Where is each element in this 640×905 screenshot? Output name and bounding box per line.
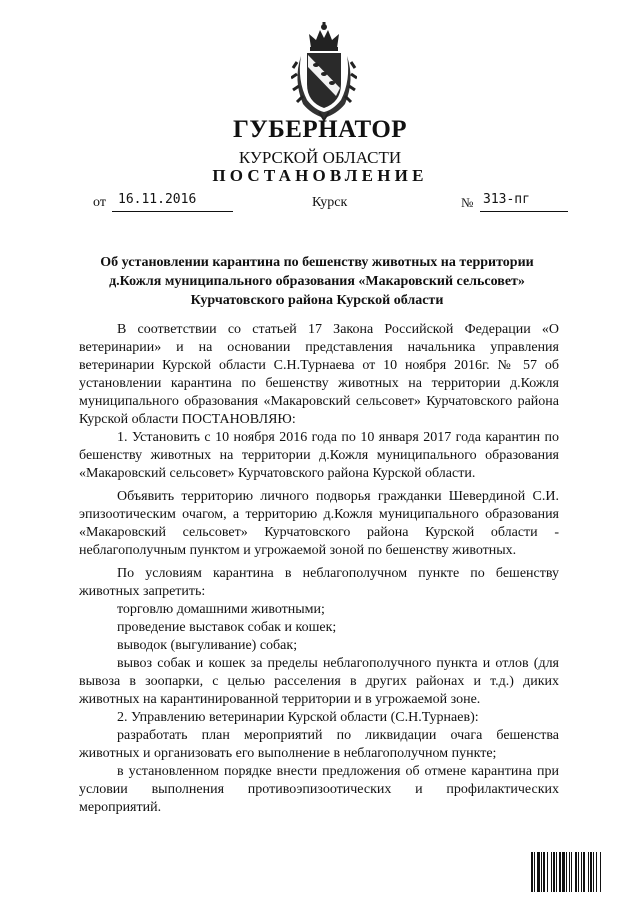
preamble-paragraph: В соответствии со статьей 17 Закона Российской Федерации «О ветеринарии» и на основании представления начальника управления ветеринарии Курской области С.Н.Турнаева от 10 ноября 2016г. № 57 об установлении карантина по бешенству животных на территории д.Кожля муниципального образования «Макаровский сельсовет» Курчатовского района Курской области ПОСТАНОВЛЯЮ:: [79, 322, 559, 427]
date-label: от: [93, 195, 106, 210]
document-subject: Об установлении карантина по бешенству животных на территории д.Кожля муниципального образования «Макаровский сельсовет» Курчатовского района Курской области: [100, 255, 534, 308]
document-type: ПОСТАНОВЛЕНИЕ: [212, 166, 428, 185]
prohibition-item: вывоз собак и кошек за пределы неблагополучного пункта и отлов (для вывоза в зоопарки, с целью расселения в других районах и т.д.) диких животных на карантинированной территории и в угрожаемой зоне.: [79, 656, 559, 707]
governor-title: ГУБЕРНАТОР: [232, 116, 408, 143]
document-meta-row: [0, 192, 640, 217]
coat-of-arms-icon: [291, 22, 357, 122]
date-underline: [112, 211, 233, 212]
item-1-paragraph: 1. Установить с 10 ноября 2016 года по 10 января 2017 года карантин по бешенству животных на территории д.Кожля муниципального образования «Макаровский сельсовет» Курчатовского района Курской области.: [79, 430, 559, 481]
prohibition-item: проведение выставок собак и кошек;: [117, 620, 337, 635]
item-2-task: в установленном порядке внести предложения об отмене карантина при условии выполнения противоэпизоотических и профилактических мероприятий.: [79, 764, 559, 815]
item-2-paragraph: 2. Управлению ветеринарии Курской области (С.Н.Турнаев):: [117, 710, 479, 725]
document-date: 16.11.2016: [118, 192, 197, 207]
declaration-paragraph: Объявить территорию личного подворья гражданки Шевердиной С.И. эпизоотическим очагом, а территорию д.Кожля муниципального образования «Макаровский сельсовет» Курчатовского района Курской области - неблагополучным пунктом и угрожаемой зоной по бешенству животных.: [79, 489, 559, 558]
item-2-task: разработать план мероприятий по ликвидации очага бешенства животных и организовать его выполнение в неблагополучном пункте;: [79, 728, 559, 761]
region-name: КУРСКОЙ ОБЛАСТИ: [238, 148, 402, 167]
document-number: 313-пг: [483, 192, 530, 207]
prohibition-item: выводок (выгуливание) собак;: [117, 638, 298, 653]
prohibition-item: торговлю домашними животными;: [117, 602, 325, 617]
number-label: №: [461, 195, 474, 210]
number-underline: [480, 211, 568, 212]
prohibitions-intro: По условиям карантина в неблагополучном пункте по бешенству животных запретить:: [79, 566, 559, 599]
document-city: Курск: [312, 195, 348, 210]
document-body: [79, 321, 559, 817]
barcode-icon: [531, 852, 613, 892]
